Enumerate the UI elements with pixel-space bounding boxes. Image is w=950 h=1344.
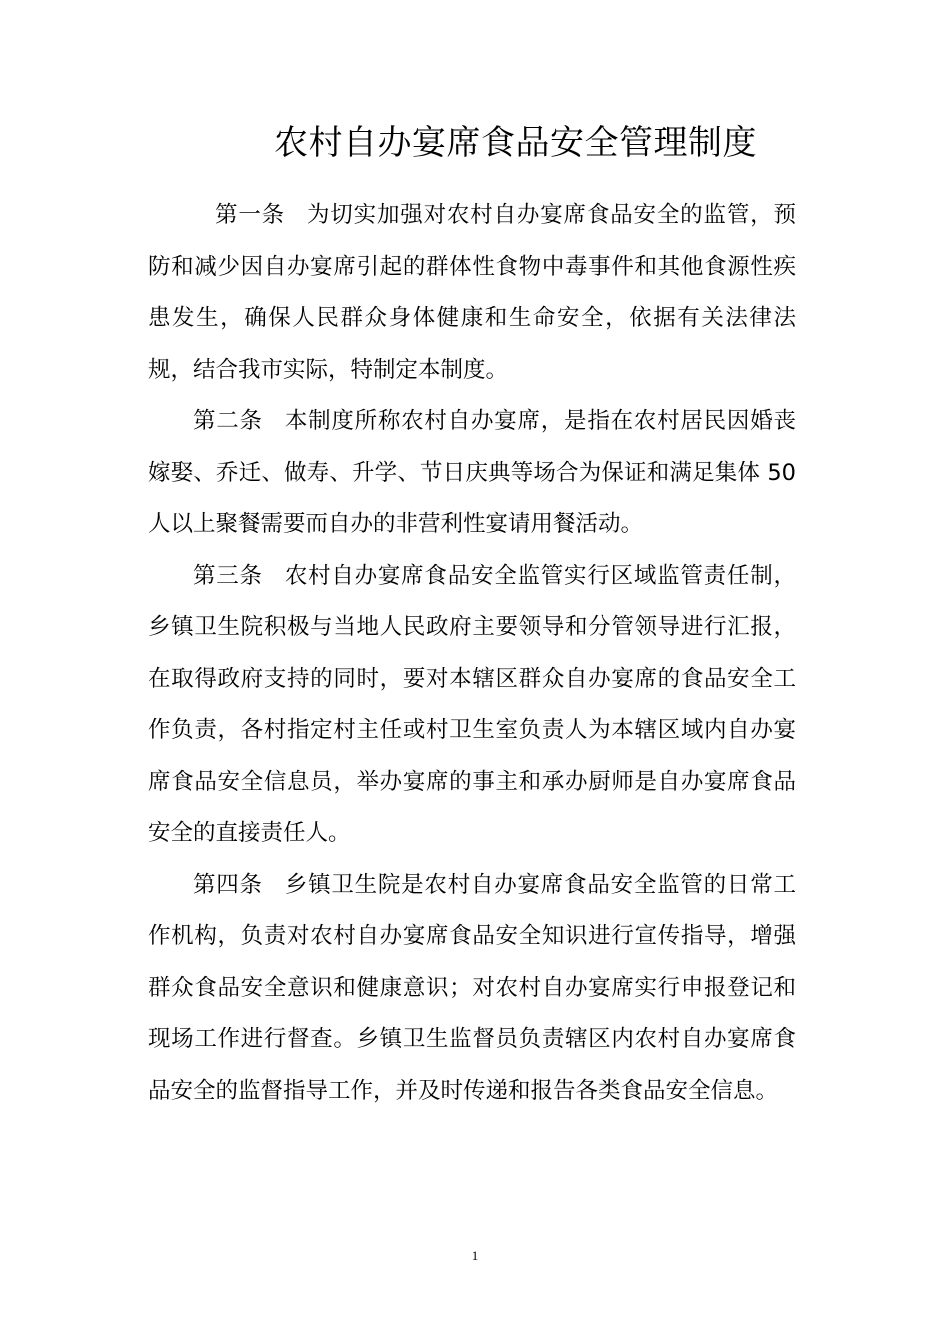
article-text: 为切实加强对农村自办宴席食品安全的监管，预防和减少因自办宴席引起的群体性食物中毒事件和其他食源性疾患发生，确保人民群众身体健康和生命安全，依据有关法律法规，结合我市实际，特制定本制度。 (148, 202, 796, 383)
article-number: 第三条 (193, 562, 263, 589)
article-1 (148, 190, 796, 396)
article-number: 第二条 (193, 408, 263, 434)
article-text: 农村自办宴席食品安全监管实行区域监管责任制，乡镇卫生院积极与当地人民政府主要领导和分管领导进行汇报，在取得政府支持的同时，要对本辖区群众自办宴席的食品安全工作负责，各村指定村主任或村卫生室负责人为本辖区域内自办宴席食品安全信息员，举办宴席的事主和承办厨师是自办宴席食品安全的直接责任人。 (148, 562, 796, 846)
article-text: 乡镇卫生院是农村自办宴席食品安全监管的日常工作机构，负责对农村自办宴席食品安全知识进行宣传指导，增强群众食品安全意识和健康意识；对农村自办宴席实行申报登记和现场工作进行督查。乡镇卫生监督员负责辖区内农村自办宴席食品安全的监督指导工作，并及时传递和报告各类食品安全信息。 (148, 871, 796, 1104)
article-text: 本制度所称农村自办宴席，是指在农村居民因婚丧嫁娶、乔迁、做寿、升学、节日庆典等场合为保证和满足集体 50 人以上聚餐需要而自办的非营利性宴请用餐活动。 (148, 408, 796, 537)
document-body (148, 190, 796, 1117)
article-number: 第四条 (193, 871, 263, 898)
article-2 (148, 396, 796, 551)
document-title: 农村自办宴席食品安全管理制度 (274, 123, 757, 163)
article-3 (148, 551, 796, 860)
page-number: 1 (471, 1248, 479, 1263)
article-4 (148, 860, 796, 1118)
article-number: 第一条 (215, 202, 285, 228)
